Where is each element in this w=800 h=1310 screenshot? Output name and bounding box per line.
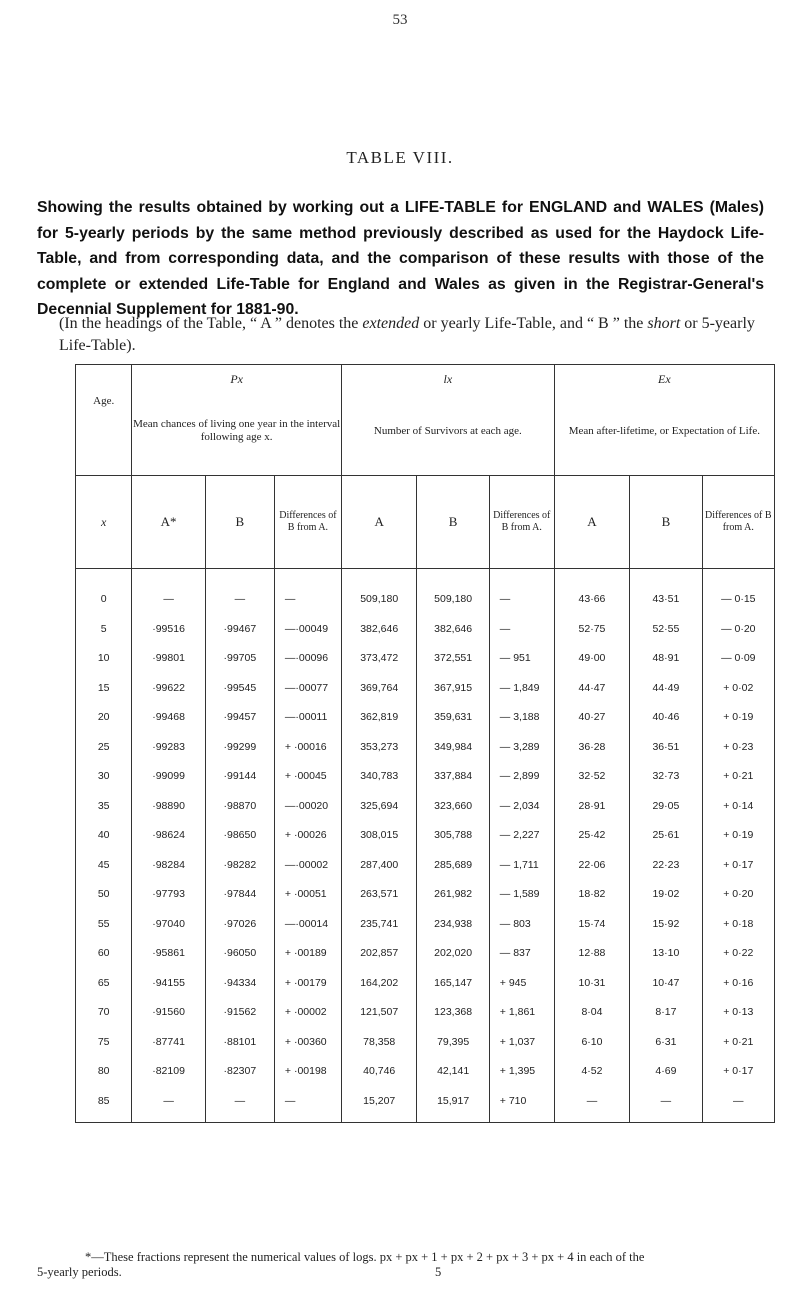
ex-b-cell: 10·47 [630,968,702,998]
ex-a-cell: 6·10 [554,1027,630,1057]
ex-b-cell: 52·55 [630,614,702,644]
lx-diff-cell: — 3,188 [489,703,554,733]
ex-diff-cell: — 0·15 [702,569,774,615]
px-b-cell: ·99457 [205,703,274,733]
lx-diff-cell: — 2,899 [489,762,554,792]
px-diff-cell: + ·00360 [274,1027,341,1057]
lx-a-cell: 308,015 [341,821,417,851]
footnote-line2: 5-yearly periods. [37,1265,122,1279]
table-row [76,644,775,674]
table-row [76,762,775,792]
ex-diff-cell: + 0·18 [702,909,774,939]
lx-a-cell: 40,746 [341,1057,417,1087]
lx-b-cell: 285,689 [417,850,489,880]
lx-diff-cell: + 710 [489,1086,554,1122]
ex-a-cell: 36·28 [554,732,630,762]
px-diff-cell: + ·00198 [274,1057,341,1087]
table-title: TABLE VIII. [346,148,454,167]
ex-diff-cell: + 0·19 [702,703,774,733]
age-cell: 80 [76,1057,132,1087]
lx-diff-cell: — 837 [489,939,554,969]
px-b-cell: ·96050 [205,939,274,969]
ex-diff-cell: — 0·20 [702,614,774,644]
lx-a-cell: 202,857 [341,939,417,969]
ex-b-cell: 19·02 [630,880,702,910]
px-a-cell: ·99801 [132,644,205,674]
px-a-cell: ·87741 [132,1027,205,1057]
lx-b-cell: 42,141 [417,1057,489,1087]
table-row [76,673,775,703]
lx-b-cell: 337,884 [417,762,489,792]
lx-b-cell: 372,551 [417,644,489,674]
footnote [37,1250,777,1280]
ex-diff-cell: + 0·17 [702,1057,774,1087]
table-row [76,909,775,939]
note-extended: extended [362,315,420,332]
x-header: x [76,476,132,569]
px-b-cell: ·99467 [205,614,274,644]
px-b-cell: ·99144 [205,762,274,792]
lx-diff-cell: — [489,569,554,615]
ex-a-cell: 12·88 [554,939,630,969]
ex-diff-cell: + 0·17 [702,850,774,880]
px-b-cell: — [205,1086,274,1122]
lx-a-cell: 263,571 [341,880,417,910]
lx-a-cell: 15,207 [341,1086,417,1122]
px-a-cell: ·98624 [132,821,205,851]
lx-b-cell: 234,938 [417,909,489,939]
table-row [76,791,775,821]
px-a-cell: ·95861 [132,939,205,969]
lx-diff-cell: — [489,614,554,644]
table-row [76,569,775,615]
px-diff-cell: —·00077 [274,673,341,703]
age-cell: 0 [76,569,132,615]
px-diff-cell: —·00011 [274,703,341,733]
table-row [76,850,775,880]
ex-b-cell: 29·05 [630,791,702,821]
ex-diff-cell: — 0·09 [702,644,774,674]
ex-a-cell: 28·91 [554,791,630,821]
px-a-cell: ·98284 [132,850,205,880]
px-a-cell: ·94155 [132,968,205,998]
note-part1: (In the headings of the Table, “ A ” denotes the [59,315,363,332]
px-b-cell: ·98282 [205,850,274,880]
ex-diff-cell: + 0·23 [702,732,774,762]
ex-b-cell: 36·51 [630,732,702,762]
ex-a-cell: 8·04 [554,998,630,1028]
lx-diff-cell: — 1,589 [489,880,554,910]
ex-a-cell: 10·31 [554,968,630,998]
ex-diff-cell: + 0·21 [702,762,774,792]
px-diff-cell: —·00014 [274,909,341,939]
ex-symbol: Ex [554,365,774,388]
px-b-cell: ·99705 [205,644,274,674]
lx-a-cell: 362,819 [341,703,417,733]
note-short: short [647,315,681,332]
lx-a-cell: 373,472 [341,644,417,674]
px-diff-cell: + ·00045 [274,762,341,792]
lx-b-cell: 305,788 [417,821,489,851]
table-row [76,939,775,969]
lx-diff-cell: + 1,395 [489,1057,554,1087]
ex-b-cell: 32·73 [630,762,702,792]
lx-b-cell: 79,395 [417,1027,489,1057]
px-a-cell: ·97793 [132,880,205,910]
lx-diff-cell: + 1,861 [489,998,554,1028]
age-cell: 50 [76,880,132,910]
table-row [76,614,775,644]
px-diff-cell: — [274,569,341,615]
px-diff-cell: — [274,1086,341,1122]
footnote-divisor: 5 [435,1265,442,1279]
px-a-cell: ·99622 [132,673,205,703]
table-body [76,569,775,1123]
age-cell: 55 [76,909,132,939]
age-cell: 70 [76,998,132,1028]
lx-a-cell: 287,400 [341,850,417,880]
lx-b-cell: 367,915 [417,673,489,703]
lx-diff-cell: + 1,037 [489,1027,554,1057]
note-part2: or yearly Life-Table, and “ B ” the [419,315,648,332]
px-description: Mean chances of living one year in the interval following age x. [132,387,342,476]
age-cell: 20 [76,703,132,733]
lx-diff-cell: — 2,034 [489,791,554,821]
table-row [76,703,775,733]
px-a-cell: ·99099 [132,762,205,792]
table-row [76,1086,775,1122]
px-a-cell: ·99283 [132,732,205,762]
table-row [76,1027,775,1057]
lx-a-cell: 164,202 [341,968,417,998]
age-cell: 25 [76,732,132,762]
lx-b-cell: 202,020 [417,939,489,969]
px-diff-cell: + ·00051 [274,880,341,910]
age-cell: 30 [76,762,132,792]
ex-b-cell: 13·10 [630,939,702,969]
table-row [76,732,775,762]
px-diff-cell: —·00002 [274,850,341,880]
ex-diff-cell: + 0·20 [702,880,774,910]
lx-b-cell: 261,982 [417,880,489,910]
age-cell: 65 [76,968,132,998]
ex-a-cell: 43·66 [554,569,630,615]
px-a-cell: ·82109 [132,1057,205,1087]
px-a-cell: ·97040 [132,909,205,939]
lx-a-cell: 78,358 [341,1027,417,1057]
px-a-header: A* [132,476,205,569]
lx-a-cell: 340,783 [341,762,417,792]
lx-symbol: lx [341,365,554,388]
px-diff-cell: + ·00179 [274,968,341,998]
ex-a-cell: 44·47 [554,673,630,703]
age-cell: 5 [76,614,132,644]
ex-a-cell: 32·52 [554,762,630,792]
px-b-cell: ·99545 [205,673,274,703]
table-row [76,1057,775,1087]
table-row [76,968,775,998]
age-cell: 10 [76,644,132,674]
ex-diff-header: Differences of B from A. [702,476,774,569]
px-a-cell: ·99468 [132,703,205,733]
px-diff-cell: —·00020 [274,791,341,821]
lx-diff-cell: — 803 [489,909,554,939]
lx-a-cell: 353,273 [341,732,417,762]
lx-b-cell: 123,368 [417,998,489,1028]
ex-diff-cell: + 0·14 [702,791,774,821]
px-b-cell: ·94334 [205,968,274,998]
px-b-cell: ·97844 [205,880,274,910]
px-diff-cell: + ·00002 [274,998,341,1028]
px-b-cell: ·91562 [205,998,274,1028]
ex-a-cell: 18·82 [554,880,630,910]
lx-a-cell: 235,741 [341,909,417,939]
px-diff-cell: + ·00016 [274,732,341,762]
ex-a-cell: 49·00 [554,644,630,674]
lx-b-header: B [417,476,489,569]
table-row [76,998,775,1028]
lx-a-cell: 121,507 [341,998,417,1028]
ex-b-header: B [630,476,702,569]
lx-diff-cell: — 951 [489,644,554,674]
ex-b-cell: 6·31 [630,1027,702,1057]
page-number: 53 [392,12,408,28]
age-cell: 40 [76,821,132,851]
ex-diff-cell: — [702,1086,774,1122]
px-b-cell: ·82307 [205,1057,274,1087]
px-a-cell: ·99516 [132,614,205,644]
px-b-cell: ·97026 [205,909,274,939]
lx-diff-cell: — 2,227 [489,821,554,851]
ex-b-cell: 40·46 [630,703,702,733]
age-header: Age. [76,365,132,476]
life-table [75,364,775,1123]
lx-diff-cell: + 945 [489,968,554,998]
ex-a-header: A [554,476,630,569]
lx-b-cell: 349,984 [417,732,489,762]
ex-description: Mean after-lifetime, or Expectation of Life. [554,387,774,476]
lx-a-header: A [341,476,417,569]
ex-diff-cell: + 0·19 [702,821,774,851]
ex-diff-cell: + 0·22 [702,939,774,969]
ex-b-cell: 44·49 [630,673,702,703]
lx-description: Number of Survivors at each age. [341,387,554,476]
note-part3: or 5-yearly Life-Table). [59,315,755,354]
ex-b-cell: 4·69 [630,1057,702,1087]
lx-a-cell: 369,764 [341,673,417,703]
age-cell: 85 [76,1086,132,1122]
age-cell: 60 [76,939,132,969]
px-symbol: Px [132,365,342,388]
lx-b-cell: 165,147 [417,968,489,998]
ex-b-cell: — [630,1086,702,1122]
ex-a-cell: — [554,1086,630,1122]
px-diff-cell: + ·00189 [274,939,341,969]
heading-note [37,313,764,357]
lx-b-cell: 15,917 [417,1086,489,1122]
px-diff-cell: —·00049 [274,614,341,644]
ex-b-cell: 8·17 [630,998,702,1028]
ex-b-cell: 48·91 [630,644,702,674]
lx-diff-header: Differences of B from A. [489,476,554,569]
intro-paragraph: Showing the results obtained by working out a LIFE-TABLE for ENGLAND and WALES (Males) for 5-yearly periods by the same method previously described as used for the Haydock Life-Table, and from corresponding data, and the comparison of these results with those of the complete or extended Life-Table for England and Wales as given in the Registrar-General's Decennial Supplement for 1881-90. [37,199,764,318]
lx-diff-cell: — 3,289 [489,732,554,762]
ex-a-cell: 4·52 [554,1057,630,1087]
lx-a-cell: 382,646 [341,614,417,644]
px-diff-cell: + ·00026 [274,821,341,851]
ex-a-cell: 22·06 [554,850,630,880]
ex-a-cell: 40·27 [554,703,630,733]
ex-diff-cell: + 0·02 [702,673,774,703]
lx-b-cell: 509,180 [417,569,489,615]
lx-diff-cell: — 1,849 [489,673,554,703]
ex-b-cell: 15·92 [630,909,702,939]
px-b-cell: ·98650 [205,821,274,851]
px-b-cell: ·88101 [205,1027,274,1057]
ex-diff-cell: + 0·16 [702,968,774,998]
px-b-cell: ·99299 [205,732,274,762]
px-a-cell: — [132,569,205,615]
px-b-cell: — [205,569,274,615]
px-diff-cell: —·00096 [274,644,341,674]
table-row [76,880,775,910]
table-row [76,821,775,851]
lx-diff-cell: — 1,711 [489,850,554,880]
px-b-cell: ·98870 [205,791,274,821]
footnote-line1: *—These fractions represent the numerical values of logs. px + px + 1 + px + 2 + px + 3 + px + 4 in each of the [85,1250,645,1264]
px-b-header: B [205,476,274,569]
age-cell: 75 [76,1027,132,1057]
lx-b-cell: 359,631 [417,703,489,733]
age-cell: 15 [76,673,132,703]
age-cell: 35 [76,791,132,821]
lx-a-cell: 325,694 [341,791,417,821]
age-cell: 45 [76,850,132,880]
px-diff-header: Differences of B from A. [274,476,341,569]
lx-b-cell: 382,646 [417,614,489,644]
ex-diff-cell: + 0·13 [702,998,774,1028]
ex-a-cell: 15·74 [554,909,630,939]
ex-diff-cell: + 0·21 [702,1027,774,1057]
px-a-cell: — [132,1086,205,1122]
lx-b-cell: 323,660 [417,791,489,821]
ex-a-cell: 25·42 [554,821,630,851]
ex-b-cell: 25·61 [630,821,702,851]
ex-a-cell: 52·75 [554,614,630,644]
ex-b-cell: 22·23 [630,850,702,880]
px-a-cell: ·91560 [132,998,205,1028]
lx-a-cell: 509,180 [341,569,417,615]
ex-b-cell: 43·51 [630,569,702,615]
px-a-cell: ·98890 [132,791,205,821]
